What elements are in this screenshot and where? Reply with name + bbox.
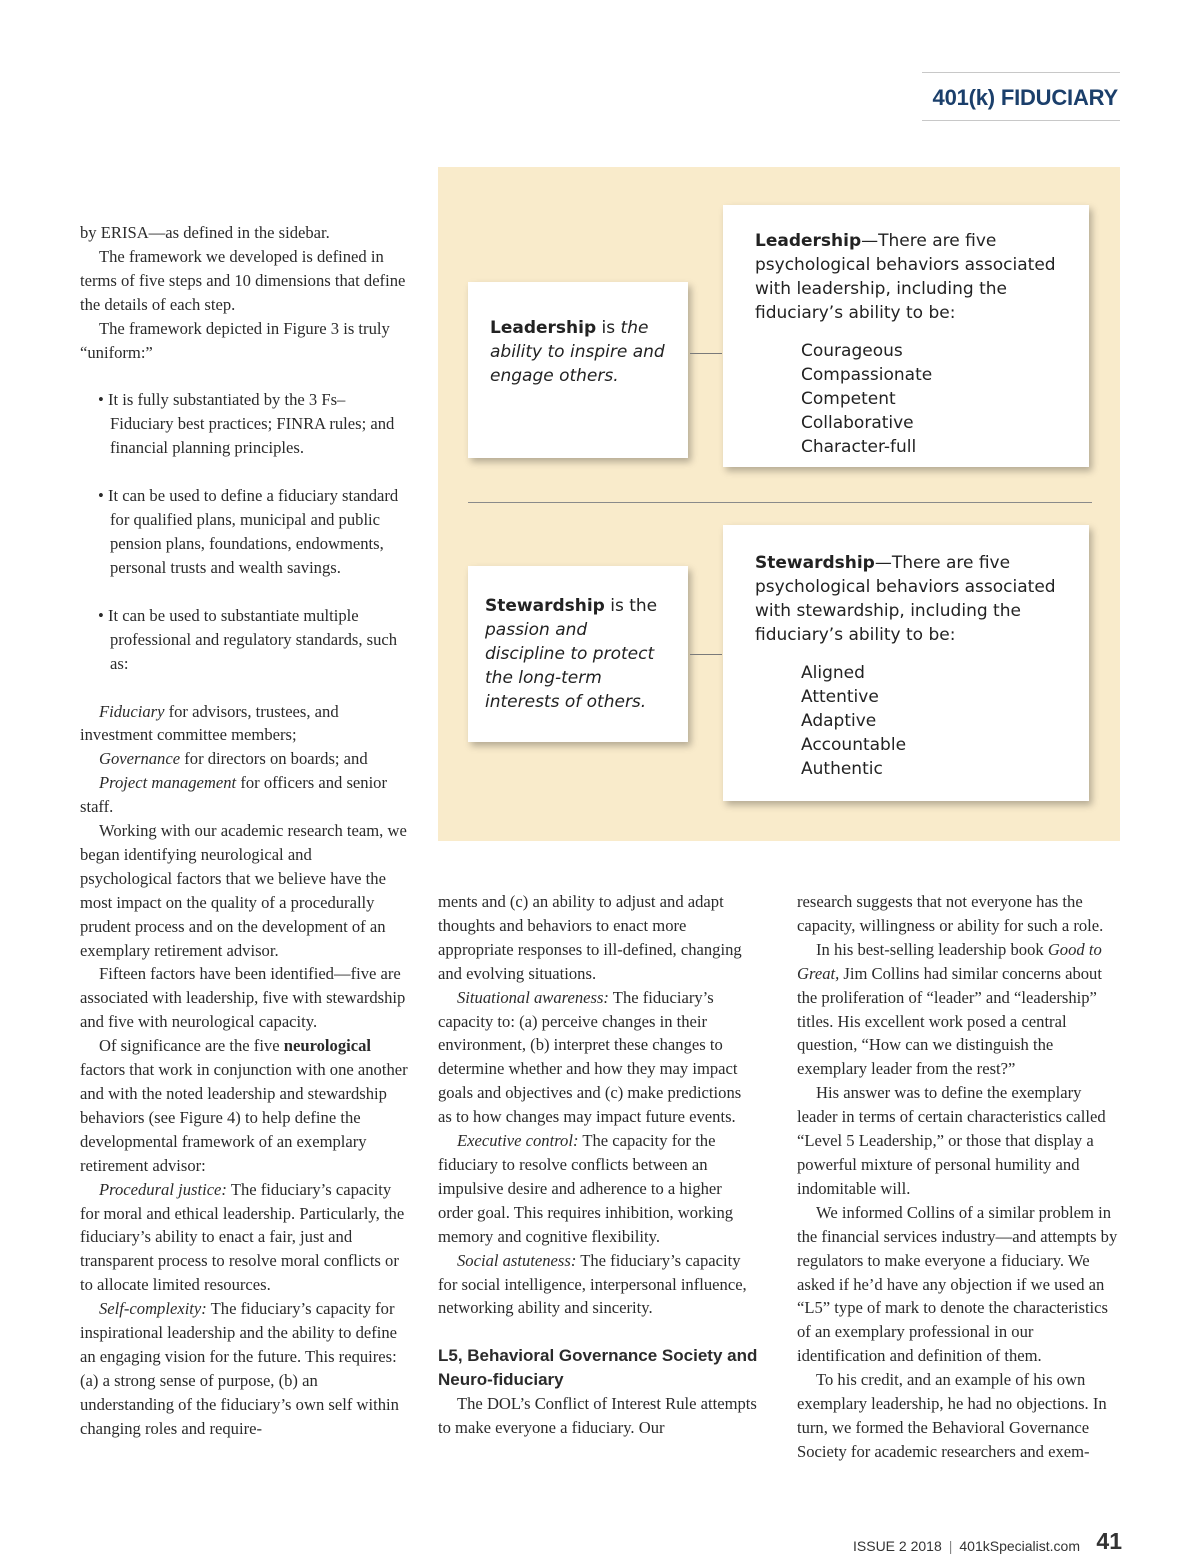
paragraph <box>80 1297 408 1440</box>
footer-text <box>853 1538 1080 1554</box>
paragraph: research suggests that not everyone has the capacity, willingness or ability for such a role. <box>797 892 1104 935</box>
trait-item: Competent <box>801 389 896 409</box>
trait-item: Collaborative <box>801 413 914 433</box>
figure-divider <box>468 502 1092 503</box>
trait-item: Aligned <box>801 663 865 683</box>
paragraph <box>438 986 758 1129</box>
emphasis: neurological <box>283 1036 372 1056</box>
paragraph: The framework depicted in Figure 3 is truly “uniform:” <box>80 318 390 362</box>
leadership-definition: the ability to inspire and engage others. <box>490 318 665 386</box>
stewardship-traits-list <box>755 661 1073 781</box>
leadership-term: Leadership <box>490 318 597 338</box>
leadership-connector <box>690 353 722 354</box>
article-column-3 <box>797 890 1119 1464</box>
text: for advisors, trustees, and investment committee members; <box>80 701 339 745</box>
term: Procedural justice: <box>99 1179 227 1199</box>
term: Executive control: <box>457 1131 579 1151</box>
bullet-item: • It can be used to define a fiduciary standard for qualified plans, municipal and public pension plans, foundations, endowments, personal trusts and wealth savings. <box>98 486 399 577</box>
stewardship-term: Stewardship <box>485 596 605 616</box>
term: Governance <box>99 749 181 769</box>
trait-item: Adaptive <box>801 711 877 731</box>
figure-leadership-stewardship <box>438 167 1120 841</box>
text: Of significance are the five <box>99 1036 284 1056</box>
text: Jim Collins had similar concerns about the proliferation of “leader” and “leadership” titles. His excellent work posed a central question, “How can we distinguish the exemplary leader from the rest?” <box>797 963 1102 1079</box>
trait-item: Attentive <box>801 687 879 707</box>
issue-label: ISSUE 2 2018 <box>853 1538 942 1554</box>
paragraph <box>80 1178 408 1298</box>
stewardship-connector <box>690 654 722 655</box>
text: In his best-selling leadership book <box>816 939 1048 959</box>
section-heading: L5, Behavioral Governance Society and Neuro-fiduciary <box>438 1346 758 1390</box>
term: Self-complexity: <box>99 1299 207 1319</box>
paragraph <box>80 771 408 819</box>
term: Fiduciary <box>99 701 165 721</box>
text: factors that work in conjunction with one another and with the noted leadership and stewardship behaviors (see Figure 4) to help define the developmental framework of an exemplary retirement advisor: <box>80 1060 408 1175</box>
paragraph: His answer was to define the exemplary leader in terms of certain characteristics called “Level 5 Leadership,” or those that display a powerful mixture of personal humility and indomitable will. <box>797 1083 1106 1198</box>
paragraph: by ERISA—as defined in the sidebar. <box>80 223 330 242</box>
paragraph <box>80 700 408 748</box>
leadership-traits-intro: —There are five psychological behaviors associated with leadership, including the fiduciary’s ability to be: <box>755 231 1056 323</box>
paragraph: Fifteen factors have been identified—five are associated with leadership, five with stewardship and five with neurological capacity. <box>80 964 406 1032</box>
paragraph: We informed Collins of a similar problem in the financial services industry—and attempts by regulators to make everyone a fiduciary. We asked if he’d have any objection if we used an “L5” type of mark to denote the characteristics of an exemplary professional in our identification and definition of them. <box>797 1202 1118 1366</box>
stewardship-traits-card <box>723 525 1089 801</box>
running-header <box>922 72 1120 121</box>
paragraph <box>80 1034 408 1177</box>
page-number: 41 <box>1096 1528 1122 1554</box>
trait-item: Accountable <box>801 735 907 755</box>
leadership-traits-term: Leadership <box>755 231 862 251</box>
leadership-is: is <box>596 318 621 338</box>
trait-item: Courageous <box>801 341 903 361</box>
paragraph: The framework we developed is defined in terms of five steps and 10 dimensions that define the details of each step. <box>80 246 406 314</box>
paragraph <box>80 747 408 771</box>
website-link[interactable]: 401kSpecialist.com <box>959 1538 1080 1554</box>
leadership-definition-card <box>468 282 688 458</box>
trait-item: Character-full <box>801 437 917 457</box>
stewardship-definition: passion and discipline to protect the long-term interests of others. <box>485 620 655 712</box>
footer-separator: | <box>948 1538 953 1554</box>
stewardship-traits-term: Stewardship <box>755 553 875 573</box>
stewardship-traits-intro: —There are five psychological behaviors associated with stewardship, including the fiduciary’s ability to be: <box>755 553 1056 645</box>
paragraph: The DOL’s Conflict of Interest Rule attempts to make everyone a fiduciary. Our <box>438 1394 757 1438</box>
trait-item: Compassionate <box>801 365 933 385</box>
paragraph <box>438 1249 758 1321</box>
paragraph: Working with our academic research team, we began identifying neurological and psychological factors that we believe have the most impact on the quality of a procedurally prudent process and on the development of an exemplary retirement advisor. <box>80 821 407 960</box>
article-column-2 <box>438 890 758 1440</box>
text: The fiduciary’s capacity to: (a) perceive changes in their environment, (b) interpret these changes to determine whether and how they may impact goals and objectives and (c) make predictions as to how changes may impact future events. <box>438 987 742 1127</box>
bullet-item: • It is fully substantiated by the 3 Fs–Fiduciary best practices; FINRA rules; and financial planning principles. <box>98 390 395 458</box>
text: The fiduciary’s capacity for moral and ethical leadership. Particularly, the fiduciary’s ability to enact a fair, just and transparent process to resolve moral conflicts or to allocate limited resources. <box>80 1179 405 1295</box>
paragraph: ments and (c) an ability to adjust and adapt thoughts and behaviors to enact more appropriate responses to ill-defined, changing and evolving situations. <box>438 892 742 983</box>
section-title: 401(k) FIDUCIARY <box>932 85 1118 110</box>
leadership-traits-card <box>723 205 1089 467</box>
trait-item: Authentic <box>801 759 883 779</box>
book-title: Good to Great, <box>797 939 1102 983</box>
paragraph: To his credit, and an example of his own exemplary leadership, he had no objections. In turn, we formed the Behavioral Governance Society for academic researchers and exem- <box>797 1370 1107 1461</box>
term: Situational awareness: <box>457 987 609 1007</box>
leadership-traits-list <box>755 339 1073 459</box>
stewardship-definition-card <box>468 566 688 742</box>
text: for officers and senior staff. <box>80 773 387 817</box>
text: The capacity for the fiduciary to resolve conflicts between an impulsive desire and adherence to a higher order goal. This requires inhibition, working memory and cognitive flexibility. <box>438 1131 734 1246</box>
term: Project management <box>99 773 237 793</box>
paragraph <box>797 938 1119 1081</box>
bullet-item: • It can be used to substantiate multiple professional and regulatory standards, such as: <box>98 605 398 673</box>
text: for directors on boards; and <box>180 749 368 769</box>
text: The fiduciary’s capacity for inspirational leadership and the ability to define an engaging vision for the future. This requires: (a) a strong sense of purpose, (b) an understanding of the fiduciary’s own self within changing roles and require- <box>80 1299 399 1438</box>
stewardship-is: is the <box>604 596 658 616</box>
text: The fiduciary’s capacity for social intelligence, interpersonal influence, networking ability and sincerity. <box>438 1250 747 1318</box>
term: Social astuteness: <box>457 1250 577 1270</box>
paragraph <box>438 1129 758 1249</box>
article-column-1 <box>80 221 408 1441</box>
